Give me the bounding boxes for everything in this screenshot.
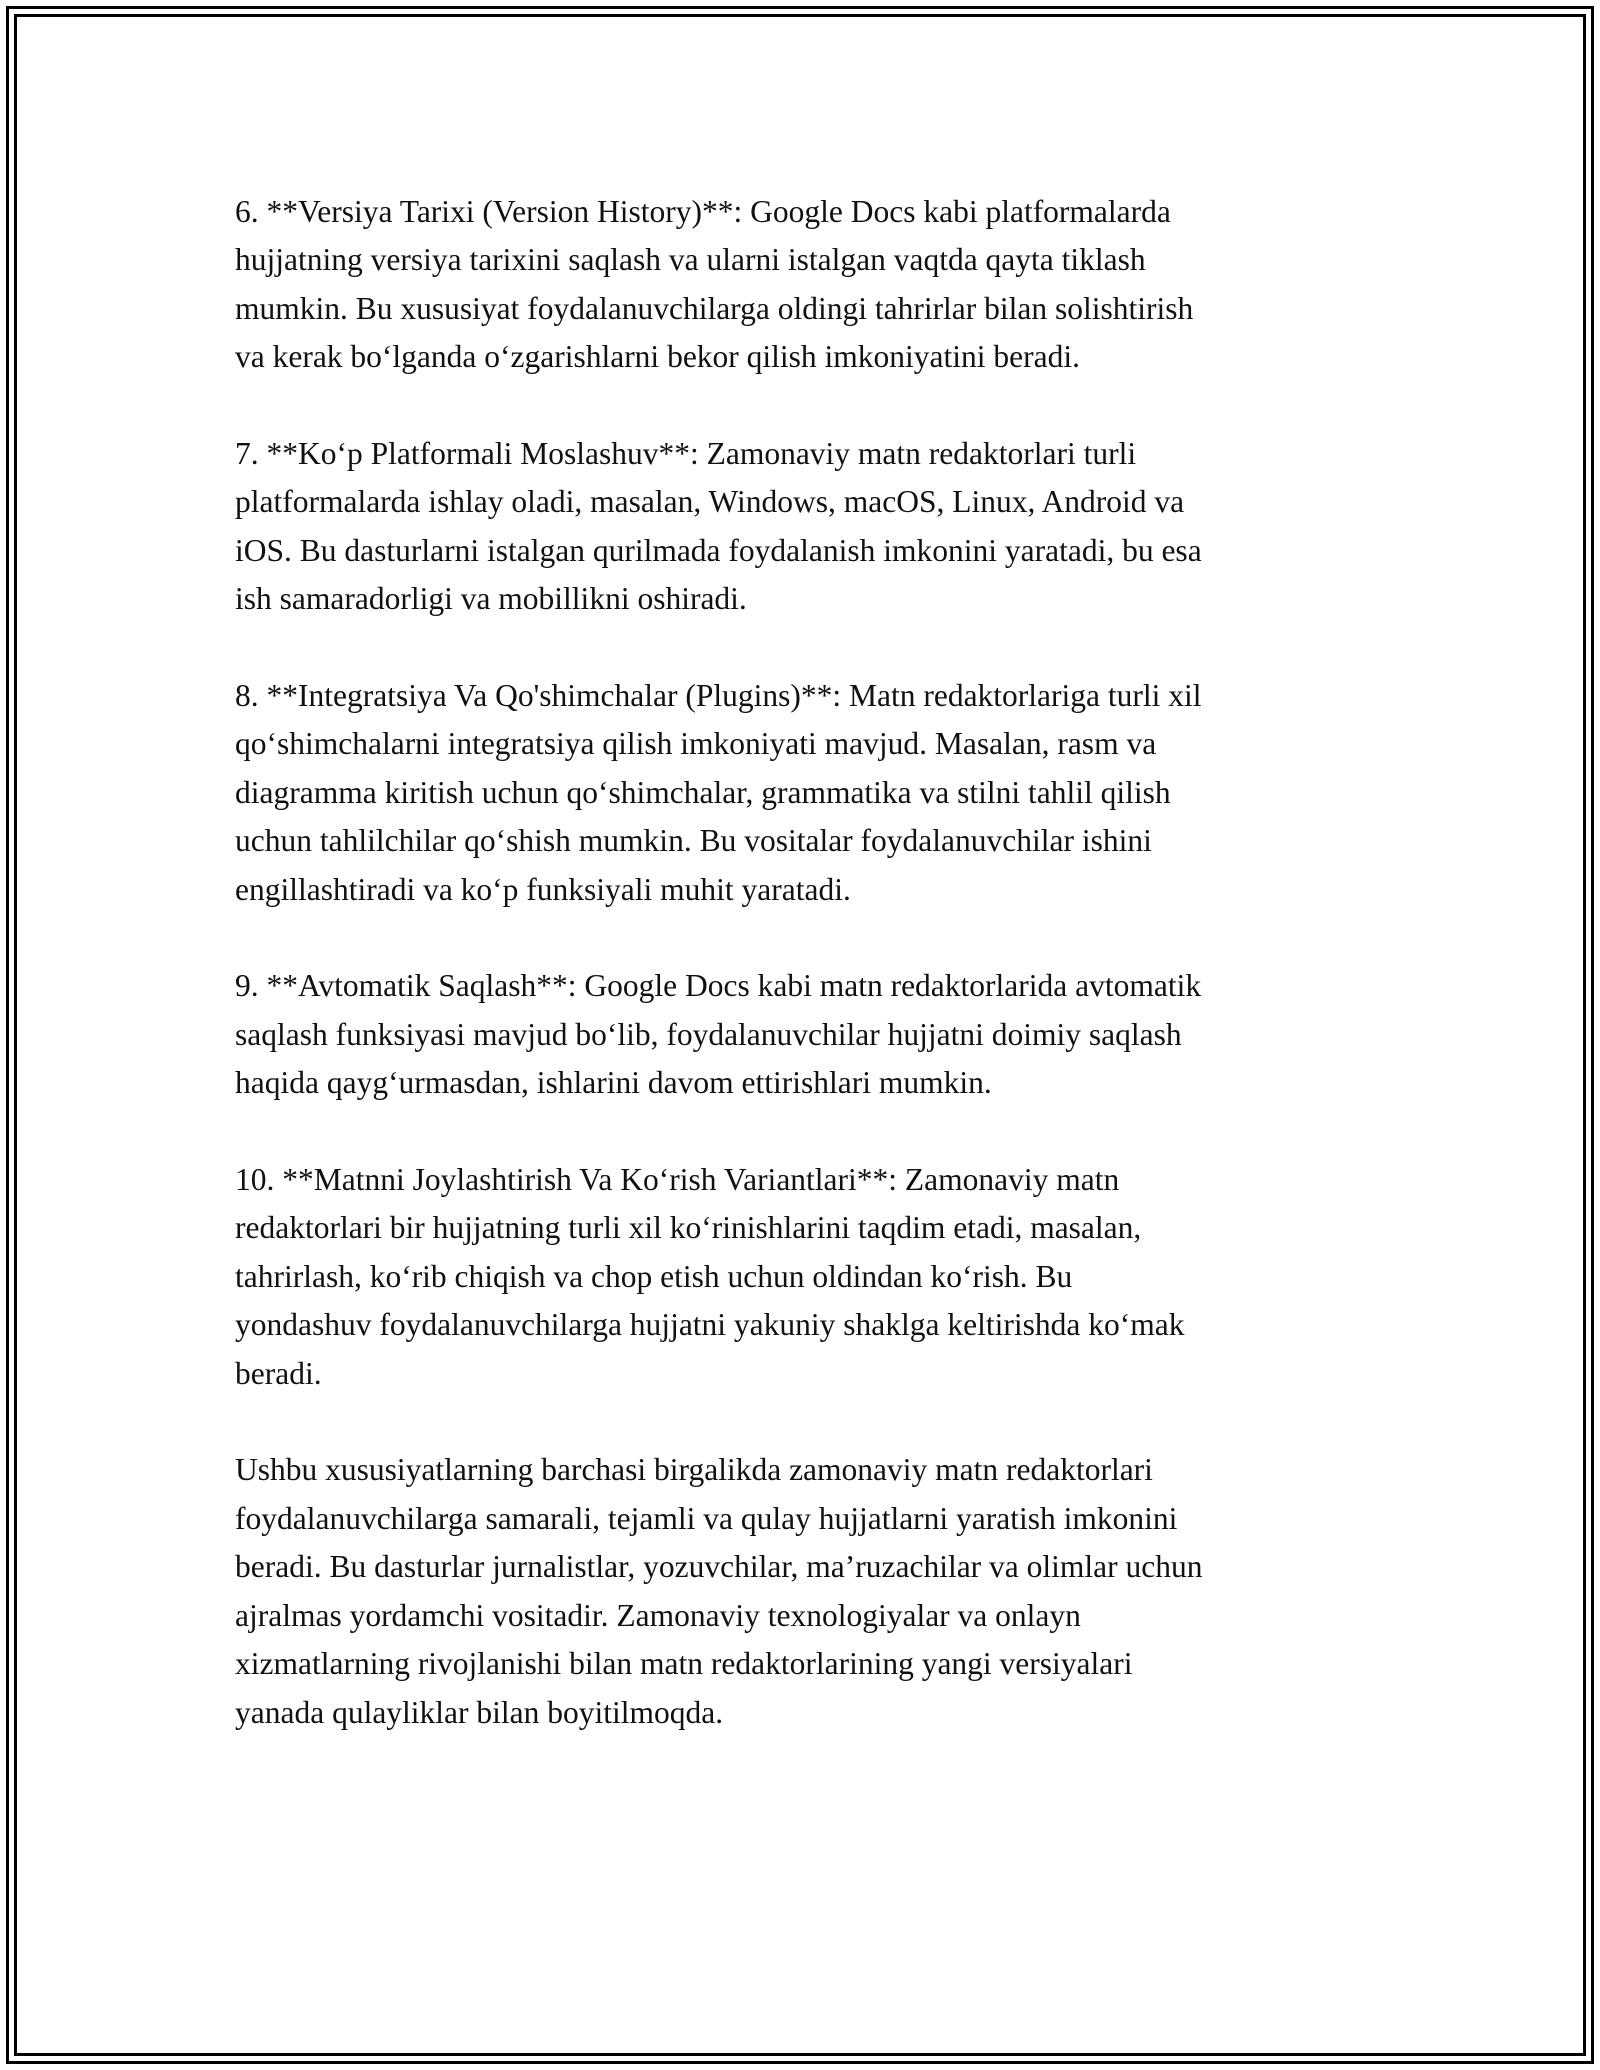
document-body <box>235 188 1375 1785</box>
text-line: beradi. <box>235 1355 322 1391</box>
text-line: ajralmas yordamchi vositadir. Zamonaviy texnologiyalar va onlayn <box>235 1597 1081 1633</box>
text-line: xizmatlarning rivojlanishi bilan matn redaktorlarining yangi versiyalari <box>235 1646 1133 1682</box>
text-line: foydalanuvchilarga samarali, tejamli va qulay hujjatlarni yaratish imkonini <box>235 1500 1178 1536</box>
paragraph-autosave <box>235 962 1375 1107</box>
text-line: Ushbu xususiyatlarning barchasi birgalikda zamonaviy matn redaktorlari <box>235 1452 1153 1488</box>
text-line: 7. **Ko‘p Platformali Moslashuv**: Zamonaviy matn redaktorlari turli <box>235 436 1137 472</box>
paragraph-view-options <box>235 1156 1375 1398</box>
text-line: tahrirlash, ko‘rib chiqish va chop etish uchun oldindan ko‘rish. Bu <box>235 1258 1073 1294</box>
text-line: beradi. Bu dasturlar jurnalistlar, yozuvchilar, ma’ruzachilar va olimlar uchun <box>235 1549 1203 1585</box>
text-line: mumkin. Bu xususiyat foydalanuvchilarga oldingi tahrirlar bilan solishtirish <box>235 290 1194 326</box>
text-line: ish samaradorligi va mobillikni oshiradi. <box>235 581 747 617</box>
text-line: 10. **Matnni Joylashtirish Va Ko‘rish Variantlari**: Zamonaviy matn <box>235 1162 1120 1198</box>
text-line: iOS. Bu dasturlarni istalgan qurilmada foydalanish imkonini yaratadi, bu esa <box>235 532 1202 568</box>
text-line: hujjatning versiya tarixini saqlash va ularni istalgan vaqtda qayta tiklash <box>235 242 1146 278</box>
text-line: haqida qayg‘urmasdan, ishlarini davom ettirishlari mumkin. <box>235 1065 992 1101</box>
text-line: saqlash funksiyasi mavjud bo‘lib, foydalanuvchilar hujjatni doimiy saqlash <box>235 1016 1182 1052</box>
paragraph-cross-platform <box>235 430 1375 624</box>
text-line: va kerak bo‘lganda o‘zgarishlarni bekor qilish imkoniyatini beradi. <box>235 339 1080 375</box>
text-line: yondashuv foydalanuvchilarga hujjatni yakuniy shaklga keltirishda ko‘mak <box>235 1307 1185 1343</box>
text-line: redaktorlari bir hujjatning turli xil ko‘rinishlarini taqdim etadi, masalan, <box>235 1210 1142 1246</box>
text-line: engillashtiradi va ko‘p funksiyali muhit yaratadi. <box>235 871 851 907</box>
text-line: uchun tahlilchilar qo‘shish mumkin. Bu vositalar foydalanuvchilar ishini <box>235 823 1152 859</box>
text-line: 9. **Avtomatik Saqlash**: Google Docs kabi matn redaktorlarida avtomatik <box>235 968 1202 1004</box>
text-line: yanada qulayliklar bilan boyitilmoqda. <box>235 1694 724 1730</box>
text-line: qo‘shimchalarni integratsiya qilish imkoniyati mavjud. Masalan, rasm va <box>235 726 1157 762</box>
text-line: 8. **Integratsiya Va Qo'shimchalar (Plugins)**: Matn redaktorlariga turli xil <box>235 678 1202 714</box>
paragraph-plugins <box>235 672 1375 914</box>
text-line: platformalarda ishlay oladi, masalan, Windows, macOS, Linux, Android va <box>235 484 1185 520</box>
paragraph-conclusion <box>235 1446 1375 1736</box>
text-line: 6. **Versiya Tarixi (Version History)**: Google Docs kabi platformalarda <box>235 194 1171 229</box>
paragraph-version-history <box>235 188 1375 382</box>
text-line: diagramma kiritish uchun qo‘shimchalar, grammatika va stilni tahlil qilish <box>235 774 1171 810</box>
